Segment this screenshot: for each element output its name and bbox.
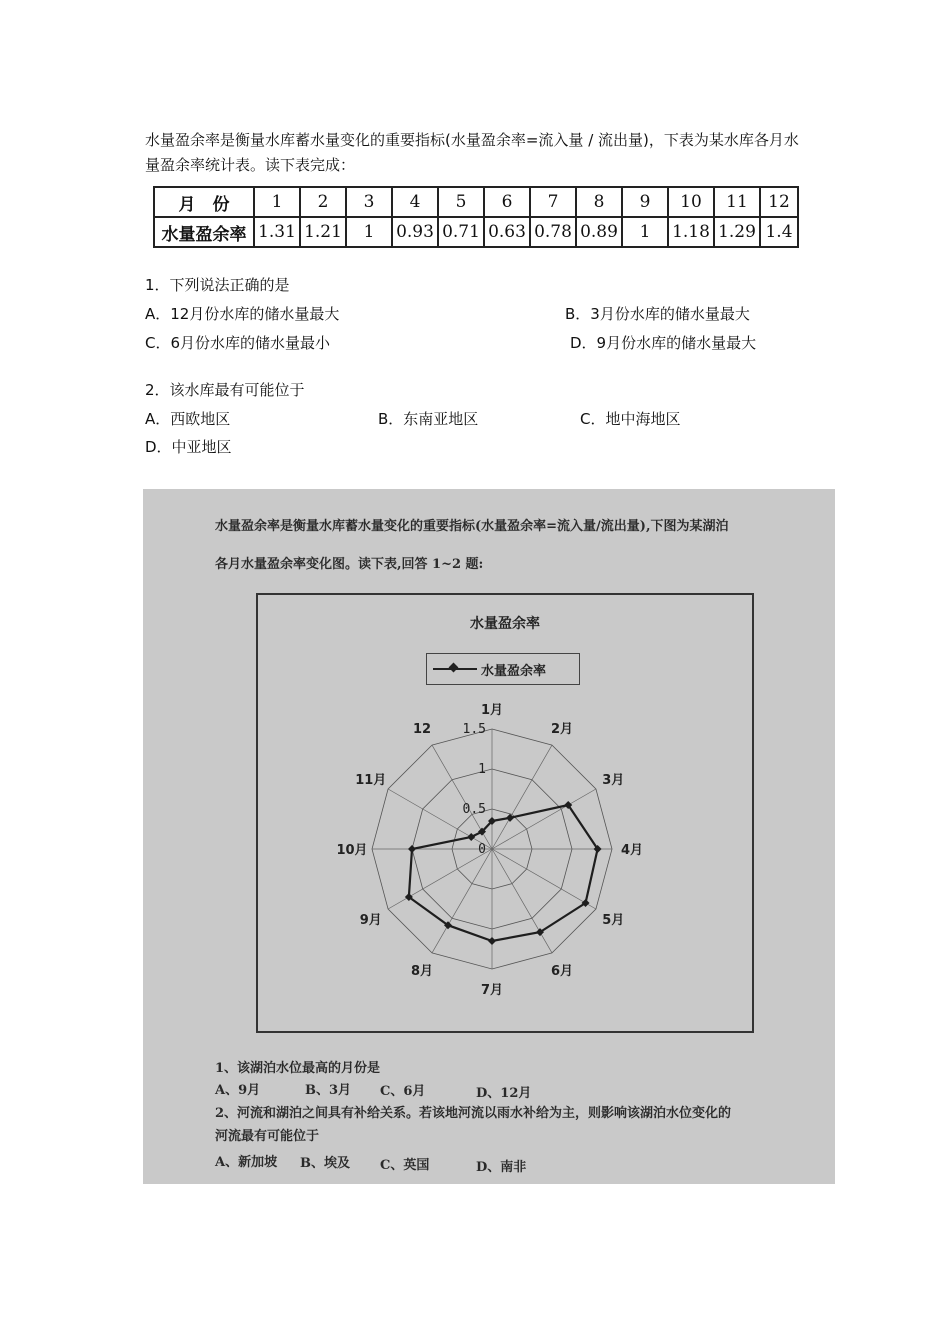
table-cell: 1.31 xyxy=(254,217,300,247)
table-cell: 0.89 xyxy=(576,217,622,247)
month-header: 月 份 xyxy=(154,187,254,217)
table-cell: 0.71 xyxy=(438,217,484,247)
month-axis-label: 7月 xyxy=(480,983,504,998)
table-cell: 1 xyxy=(346,217,392,247)
question-1-option-d: D．9月份水库的储水量最大 xyxy=(570,334,757,352)
table-cell: 4 xyxy=(392,187,438,217)
radar-spoke xyxy=(388,849,492,909)
radial-tick-label: 1.5 xyxy=(462,722,486,737)
photo-q2-option-b: B、埃及 xyxy=(300,1156,350,1171)
photo-q1-option-b: B、3月 xyxy=(305,1083,352,1098)
month-axis-label: 2月 xyxy=(550,721,574,737)
question-1-option-b: B．3月份水库的储水量最大 xyxy=(565,305,750,323)
photo-q2-option-c: C、英国 xyxy=(380,1158,430,1173)
photo-q1-option-a: A、9月 xyxy=(215,1083,261,1098)
photo-q1-option-c: C、6月 xyxy=(380,1084,426,1099)
legend-label: 水量盈余率 xyxy=(481,663,547,679)
question-2-option-d: D．中亚地区 xyxy=(145,438,232,456)
question-2-stem: 2．该水库最有可能位于 xyxy=(145,381,305,399)
table-cell: 1.29 xyxy=(714,217,760,247)
table-cell: 1.21 xyxy=(300,217,346,247)
rate-table xyxy=(153,186,799,248)
radial-tick-label: 0.5 xyxy=(462,802,486,817)
table-row xyxy=(154,187,798,217)
radar-spoke xyxy=(388,789,492,849)
table-cell: 8 xyxy=(576,187,622,217)
scanned-photo xyxy=(143,489,835,1184)
table-cell: 1.18 xyxy=(668,217,714,247)
series-line xyxy=(409,805,598,941)
month-axis-label: 8月 xyxy=(410,964,434,980)
radar-spoke xyxy=(492,849,552,953)
month-axis-label: 11月 xyxy=(355,773,387,788)
table-cell: 2 xyxy=(300,187,346,217)
photo-question-1: 1、该湖泊水位最高的月份是 xyxy=(215,1061,381,1076)
table-cell: 9 xyxy=(622,187,668,217)
table-cell: 12 xyxy=(760,187,798,217)
table-cell: 11 xyxy=(714,187,760,217)
radial-tick-label: 0 xyxy=(478,842,486,857)
table-cell: 1 xyxy=(622,217,668,247)
chart-title: 水量盈余率 xyxy=(470,616,540,632)
month-axis-label: 5月 xyxy=(602,913,625,928)
series-point xyxy=(408,845,416,853)
photo-intro-line-1: 水量盈余率是衡量水库蓄水量变化的重要指标(水量盈余率=流入量/流出量),下图为某湖泊 xyxy=(215,519,729,534)
table-cell: 1 xyxy=(254,187,300,217)
question-1-option-a: A．12月份水库的储水量最大 xyxy=(145,305,340,323)
question-2-option-b: B．东南亚地区 xyxy=(378,410,479,428)
rate-header: 水量盈余率 xyxy=(154,217,254,247)
intro-paragraph: 水量盈余率是衡量水库蓄水量变化的重要指标(水量盈余率=流入量 / 流出量)，下表为某水库各月水量盈余率统计表。读下表完成： xyxy=(145,131,799,174)
table-cell: 0.63 xyxy=(484,217,530,247)
table-cell: 0.93 xyxy=(392,217,438,247)
photo-q1-option-d: D、12月 xyxy=(476,1086,532,1101)
chart-legend xyxy=(426,653,580,685)
table-cell: 1.4 xyxy=(760,217,798,247)
month-axis-label: 12 xyxy=(412,721,432,737)
radar-spoke xyxy=(492,849,596,909)
series-point xyxy=(488,937,496,945)
month-axis-label: 4月 xyxy=(620,843,644,858)
table-cell: 3 xyxy=(346,187,392,217)
question-2-option-c: C．地中海地区 xyxy=(580,410,681,428)
table-cell: 10 xyxy=(668,187,714,217)
photo-question-2-line-2: 河流最有可能位于 xyxy=(215,1129,320,1144)
legend-line-marker-icon xyxy=(433,664,477,674)
month-axis-label: 9月 xyxy=(359,913,382,928)
month-axis-label: 1月 xyxy=(480,703,504,718)
table-row xyxy=(154,217,798,247)
question-2-option-a: A．西欧地区 xyxy=(145,410,231,428)
table-cell: 0.78 xyxy=(530,217,576,247)
series-point xyxy=(467,833,475,841)
photo-q2-option-d: D、南非 xyxy=(476,1160,527,1175)
question-1-option-c: C．6月份水库的储水量最小 xyxy=(145,334,331,352)
chart-frame xyxy=(256,593,754,1033)
month-axis-label: 6月 xyxy=(550,964,574,980)
table-cell: 7 xyxy=(530,187,576,217)
photo-question-2-line-1: 2、河流和湖泊之间具有补给关系。若该地河流以雨水补给为主，则影响该湖泊水位变化的 xyxy=(215,1106,732,1121)
month-axis-label: 10月 xyxy=(336,843,368,858)
question-1-stem: 1．下列说法正确的是 xyxy=(145,276,290,294)
radial-tick-label: 1 xyxy=(478,762,486,777)
photo-intro-line-2: 各月水量盈余率变化图。读下表,回答 1~2 题: xyxy=(215,557,484,572)
table-cell: 6 xyxy=(484,187,530,217)
table-cell: 5 xyxy=(438,187,484,217)
radar-spoke xyxy=(492,745,552,849)
photo-q2-option-a: A、新加坡 xyxy=(215,1155,278,1170)
month-axis-label: 3月 xyxy=(602,773,625,788)
